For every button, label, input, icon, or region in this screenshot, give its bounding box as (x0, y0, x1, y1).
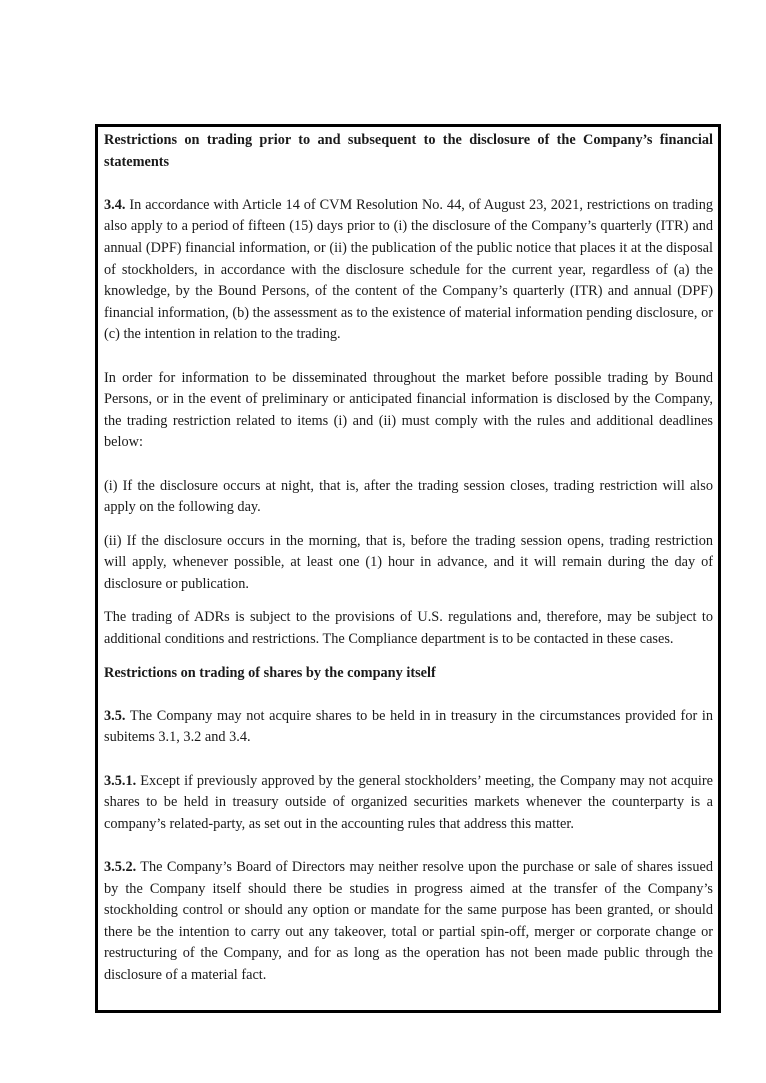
paragraph-3-5-2 (104, 857, 713, 987)
document-frame (95, 124, 721, 1013)
clause-text-3-4: In accordance with Article 14 of CVM Resolution No. 44, of August 23, 2021, restrictions on trading also apply to a period of fifteen (15) days prior to (i) the disclosure of the Company’s quarterly (ITR) and annual (DPF) financial information, or (ii) the publication of the public notice that places it at the disposal of stockholders, in accordance with the disclosure schedule for the current year, regardless of (a) the knowledge, by the Bound Persons, of the content of the Company’s quarterly (ITR) and annual (DPF) financial information, (b) the assessment as to the existence of material information pending disclosure, or (c) the intention in relation to the trading. (104, 196, 713, 343)
paragraph-3-5 (104, 706, 713, 749)
paragraph-dissemination: In order for information to be disseminated throughout the market before possible trading by Bound Persons, or in the event of preliminary or anticipated financial information is disclosed by the Company, the trading restriction related to items (i) and (ii) must comply with the rules and additional deadlines below: (104, 369, 713, 451)
section-heading-company-shares: Restrictions on trading of shares by the company itself (104, 664, 436, 681)
paragraph-adrs: The trading of ADRs is subject to the provisions of U.S. regulations and, therefore, may be subject to additional conditions and restrictions. The Compliance department is to be contacted in these cases. (104, 609, 713, 648)
clause-number-3-5: 3.5. (104, 707, 126, 724)
clause-text-3-5-1: Except if previously approved by the general stockholders’ meeting, the Company may not acquire shares to be held in treasury outside of organized securities markets whenever the counterparty is a company’s related-party, as set out in the accounting rules that address this matter. (104, 772, 713, 832)
section-heading-financial-statements: Restrictions on trading prior to and subsequent to the disclosure of the Company’s financial statements (104, 132, 713, 170)
clause-number-3-5-2: 3.5.2. (104, 859, 137, 875)
paragraph-3-5-1 (104, 771, 713, 836)
paragraph-item-ii: (ii) If the disclosure occurs in the morning, that is, before the trading session opens, trading restriction will apply, whenever possible, at least one (1) hour in advance, and it will remain during the day of disclosure or publication. (104, 532, 713, 592)
clause-text-3-5-2: The Company’s Board of Directors may neither resolve upon the purchase or sale of shares issued by the Company itself should there be studies in progress aimed at the transfer of the Company’s stockholding control or should any option or mandate for the same purpose has been granted, or should there be the intention to carry out any takeover, total or partial spin-off, merger or corporate change or restructuring of the Company, and for as long as the operation has not been made public through the disclosure of a material fact. (104, 859, 713, 983)
clause-text-3-5: The Company may not acquire shares to be held in in treasury in the circumstances provided for in subitems 3.1, 3.2 and 3.4. (104, 707, 713, 746)
paragraph-3-4 (104, 195, 713, 346)
clause-number-3-4: 3.4. (104, 196, 126, 213)
clause-number-3-5-1: 3.5.1. (104, 772, 137, 789)
paragraph-item-i: (i) If the disclosure occurs at night, that is, after the trading session closes, trading restriction will also apply on the following day. (104, 477, 713, 516)
